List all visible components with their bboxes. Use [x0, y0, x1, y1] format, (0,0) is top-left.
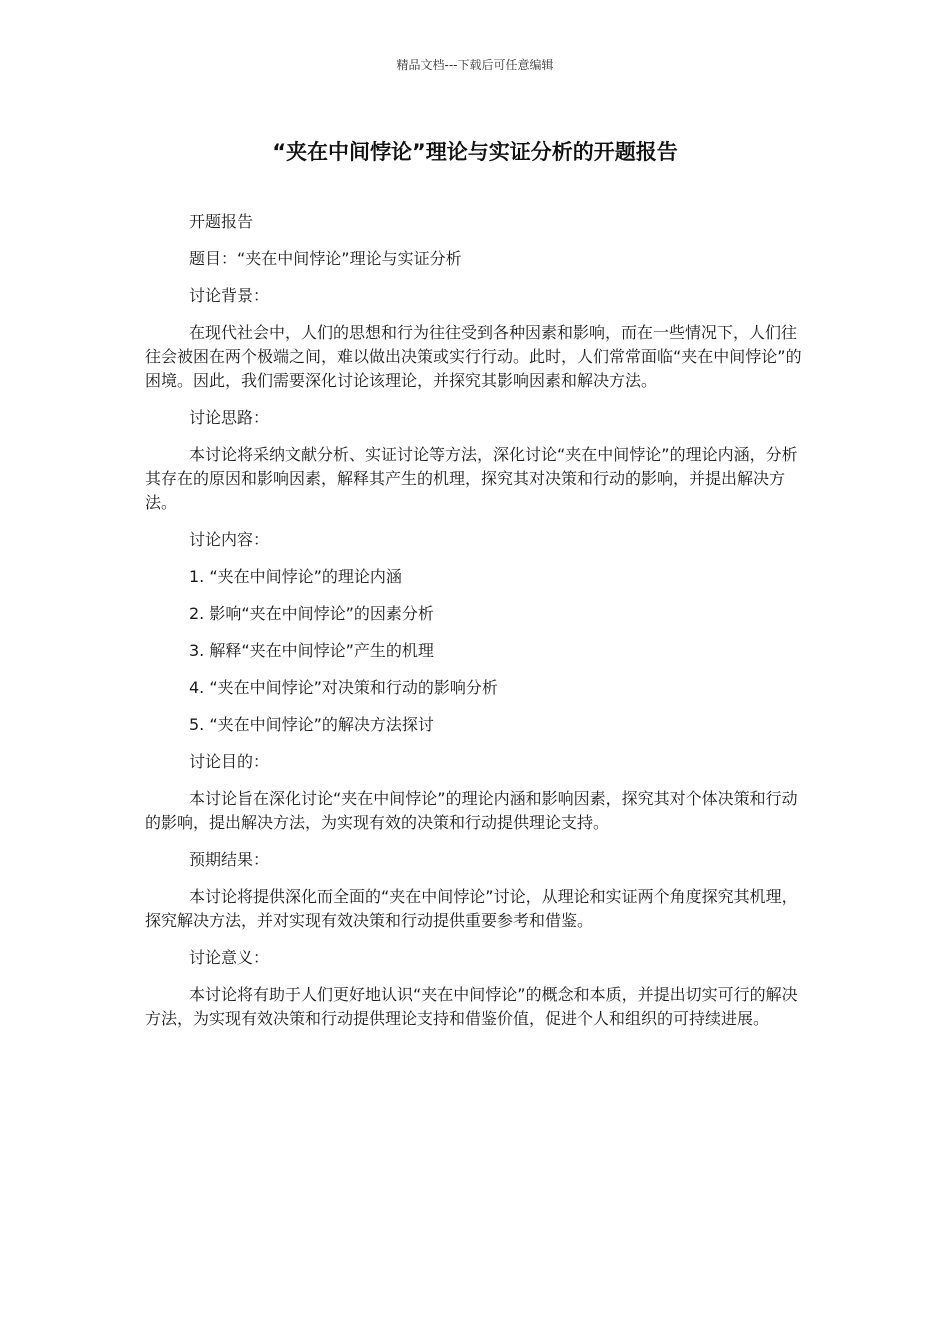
page-header: 精品文档---下载后可任意编辑: [396, 58, 554, 72]
content-item: 3. 解释“夹在中间悖论”产生的机理: [189, 641, 434, 660]
document-title: “夹在中间悖论”理论与实证分析的开题报告: [272, 140, 678, 164]
content-item: 5. “夹在中间悖论”的解决方法探讨: [189, 715, 434, 734]
significance-heading: 讨论意义：: [189, 948, 270, 967]
approach-paragraph: 本讨论将采纳文献分析、实证讨论等方法，深化讨论“夹在中间悖论”的理论内涵，分析其存在的原因和影响因素，解释其产生的机理，探究其对决策和行动的影响，并提出解决方法。: [145, 445, 798, 512]
background-heading: 讨论背景：: [189, 286, 270, 305]
content-item: 4. “夹在中间悖论”对决策和行动的影响分析: [189, 678, 498, 697]
report-label: 开题报告: [189, 212, 254, 231]
approach-heading: 讨论思路：: [189, 408, 270, 427]
significance-paragraph: 本讨论将有助于人们更好地认识“夹在中间悖论”的概念和本质，并提出切实可行的解决方法，为实现有效决策和行动提供理论支持和借鉴价值，促进个人和组织的可持续进展。: [145, 985, 798, 1028]
purpose-paragraph: 本讨论旨在深化讨论“夹在中间悖论”的理论内涵和影响因素，探究其对个体决策和行动的影响，提出解决方法，为实现有效的决策和行动提供理论支持。: [145, 789, 798, 832]
content-heading: 讨论内容：: [189, 530, 270, 549]
expected-heading: 预期结果：: [189, 850, 270, 869]
document-body: [145, 210, 805, 1044]
purpose-heading: 讨论目的：: [189, 752, 270, 771]
expected-paragraph: 本讨论将提供深化而全面的“夹在中间悖论”讨论，从理论和实证两个角度探究其机理，探究解决方法，并对实现有效决策和行动提供重要参考和借鉴。: [145, 887, 798, 930]
background-paragraph: 在现代社会中，人们的思想和行为往往受到各种因素和影响，而在一些情况下，人们往往会被困在两个极端之间，难以做出决策或实行行动。此时，人们常常面临“夹在中间悖论”的困境。因此，我们需要深化讨论该理论，并探究其影响因素和解决方法。: [145, 323, 802, 390]
content-item: 2. 影响“夹在中间悖论”的因素分析: [189, 604, 434, 623]
content-item: 1. “夹在中间悖论”的理论内涵: [189, 567, 402, 586]
topic-line: 题目：“夹在中间悖论”理论与实证分析: [189, 249, 462, 268]
